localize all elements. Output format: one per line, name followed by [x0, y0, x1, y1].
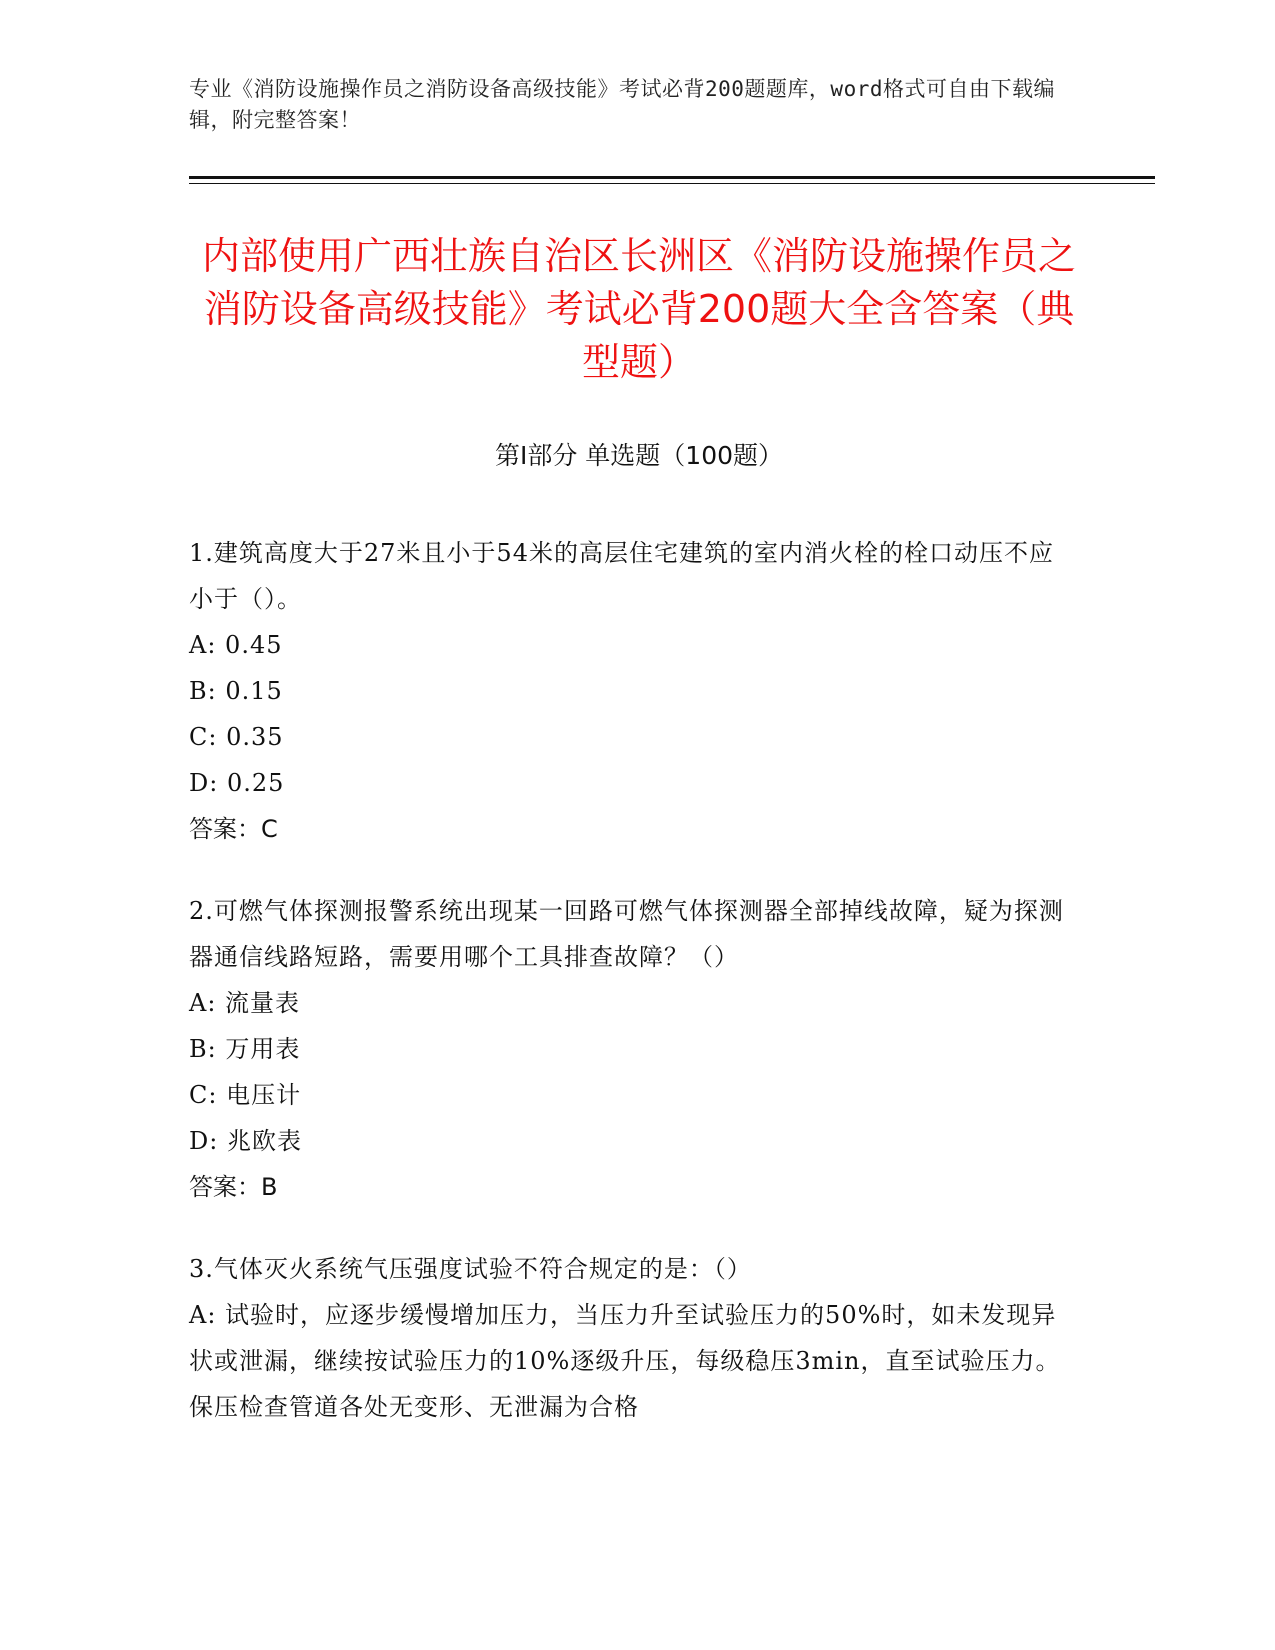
option-c: C: 0.35	[189, 723, 284, 751]
option-c: C: 电压计	[189, 1081, 302, 1109]
header-note: 专业《消防设施操作员之消防设备高级技能》考试必背200题题库，word格式可自由下载编辑，附完整答案！	[189, 77, 1055, 132]
header-divider-thick	[189, 176, 1155, 179]
header-divider-thin	[189, 183, 1155, 184]
option-b: B: 0.15	[189, 677, 283, 705]
option-a: A: 流量表	[189, 989, 301, 1017]
option-d: D: 兆欧表	[189, 1127, 302, 1155]
section-heading: 第Ⅰ部分 单选题（100题）	[494, 441, 784, 470]
question-2	[189, 888, 1069, 1210]
answer-line: 答案：B	[189, 1173, 278, 1201]
document-title: 内部使用广西壮族自治区长洲区《消防设施操作员之消防设备高级技能》考试必背200题大全含答案（典型题）	[201, 234, 1076, 384]
option-a: A: 试验时，应逐步缓慢增加压力，当压力升至试验压力的50%时，如未发现异状或泄漏，继续按试验压力的10%逐级升压，每级稳压3min，直至试验压力。保压检查管道各处无变形、无泄漏为合格	[189, 1301, 1061, 1421]
answer-line: 答案：C	[189, 815, 278, 843]
question-stem: 2.可燃气体探测报警系统出现某一回路可燃气体探测器全部掉线故障，疑为探测器通信线路短路，需要用哪个工具排查故障？（）	[189, 897, 1064, 971]
option-d: D: 0.25	[189, 769, 285, 797]
option-a: A: 0.45	[189, 631, 283, 659]
question-3	[189, 1246, 1069, 1430]
option-b: B: 万用表	[189, 1035, 301, 1063]
question-stem: 3.气体灭火系统气压强度试验不符合规定的是：（）	[189, 1255, 752, 1283]
question-stem: 1.建筑高度大于27米且小于54米的高层住宅建筑的室内消火栓的栓口动压不应小于（）。	[189, 539, 1054, 613]
question-list	[189, 530, 1069, 1466]
question-1	[189, 530, 1069, 852]
